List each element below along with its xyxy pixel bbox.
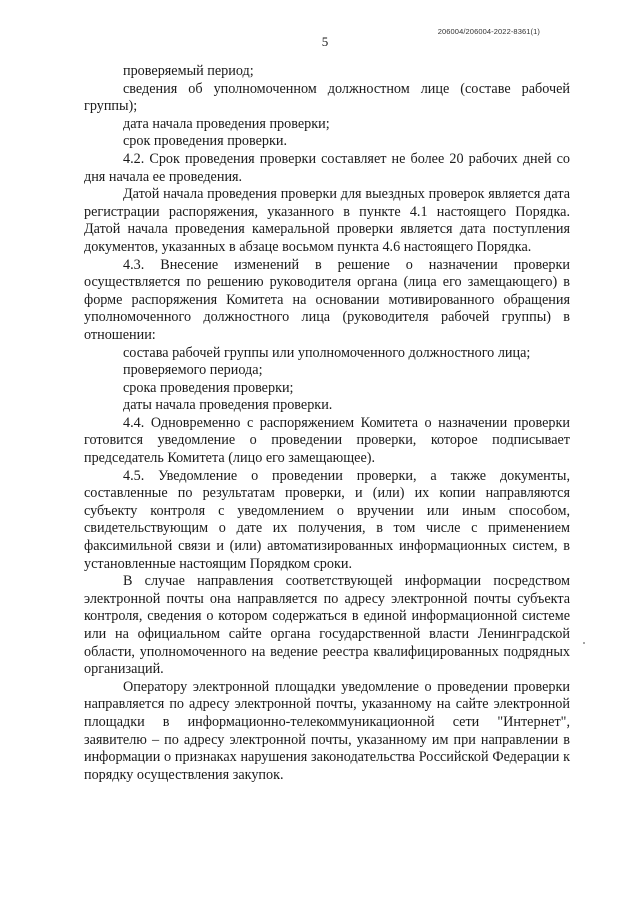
paragraph: Датой начала проведения проверки для выездных проверок является дата регистрации распоряжения, указанного в пункте 4.1 настоящего Порядка. Датой начала проведения камеральной проверки является дата поступления документов, указанных в абзаце восьмом пункта 4.6 настоящего Порядка. (84, 186, 570, 255)
list-item: срок проведения проверки. (123, 133, 288, 150)
paragraph-4-2: 4.2. Срок проведения проверки составляет не более 20 рабочих дней со дня начала ее проведения. (84, 150, 570, 185)
paragraph: Оператору электронной площадки уведомление о проведении проверки направляется по адресу электронной почты, указанному на сайте электронной площадки в информационно-телекоммуникационной сети "Интернет", заявителю – по адресу электронной почты, указанному им при направлении в информации о признаках нарушения законодательства Российской Федерации к порядку осуществления закупок. (84, 678, 570, 783)
paragraph: В случае направления соответствующей информации посредством электронной почты она направляется по адресу электронной почты субъекта контроля, сведения о котором содержаться в единой информационной системе или на официальном сайте органа государственной власти Ленинградской области, уполномоченного на ведение реестра квалифицированных подрядных организаций. (84, 573, 570, 678)
paragraph-4-3: 4.3. Внесение изменений в решение о назначении проверки осуществляется по решению руководителя органа (лица его замещающего) в форме распоряжения Комитета на основании мотивированного обращения уполномоченного должностного лица (руководителя рабочей группы) в отношении: (84, 256, 570, 343)
list-item: срока проведения проверки; (123, 379, 294, 396)
paragraph-4-4: 4.4. Одновременно с распоряжением Комитета о назначении проверки готовится уведомление о проведении проверки, которое подписывает председатель Комитета (лицо его замещающее). (84, 414, 570, 467)
list-item: проверяемого периода; (123, 362, 263, 379)
paragraph-4-5: 4.5. Уведомление о проведении проверки, а также документы, составленные по результатам проверки, и (или) их копии направляются субъекту контроля с уведомлением о вручении или иным способом, свидетельствующим о дате их получения, в том числе с применением факсимильной связи и (или) автоматизированных информационных систем, в установленные настоящим Порядком сроки. (84, 467, 570, 572)
list-item: проверяемый период; (123, 63, 254, 79)
list-item: состава рабочей группы или уполномоченного должностного лица; (123, 344, 531, 361)
list-item: сведения об уполномоченном должностном лице (составе рабочей группы); (84, 80, 570, 115)
scan-speck (583, 642, 585, 644)
page-number: 5 (321, 34, 329, 49)
document-id: 206004/206004-2022-8361(1) (437, 27, 540, 36)
list-item: даты начала проведения проверки. (123, 397, 333, 414)
document-body (84, 63, 570, 784)
list-item: дата начала проведения проверки; (123, 115, 330, 132)
